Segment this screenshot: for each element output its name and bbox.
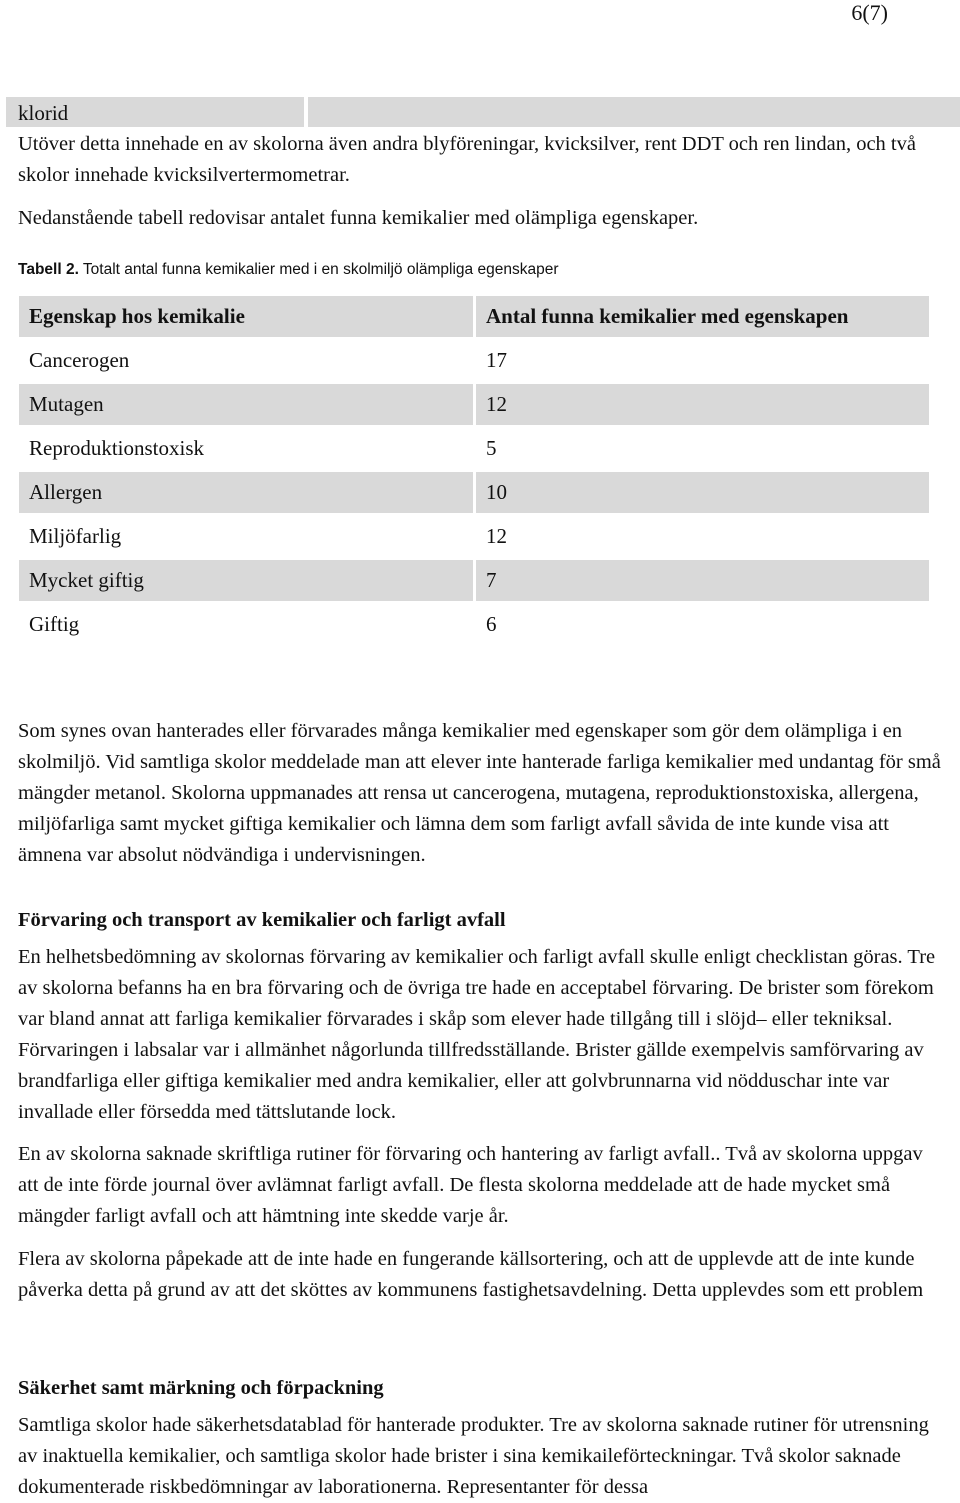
table-cell-property: Mycket giftig [19, 560, 473, 601]
table-row [19, 560, 929, 601]
table-caption [18, 257, 559, 283]
table-cell-count: 5 [486, 436, 497, 460]
table-header-property: Egenskap hos kemikalie [19, 296, 473, 337]
intro-paragraph-2: Nedanstående tabell redovisar antalet funna kemikalier med olämpliga egenskaper. [18, 207, 699, 229]
table-cell-count: 6 [486, 612, 497, 636]
table-header-row [19, 296, 929, 337]
forvaring-paragraph-3: Flera av skolorna påpekade att de inte hade en fungerande källsortering, och att de upplevde att de inte kunde påverka detta på grund av att det sköttes av kommunens fastighetsavdelning. Detta upplevdes som ett problem [18, 1248, 924, 1301]
table-row [19, 472, 929, 513]
table-cell-count: 10 [476, 472, 929, 513]
table-cell-count: 17 [486, 348, 507, 372]
table-cell-count: 12 [486, 524, 507, 548]
table-cell-count: 7 [476, 560, 929, 601]
chemical-properties-table [16, 293, 932, 648]
header-band-right [308, 97, 960, 127]
section-heading-sakerhet: Säkerhet samt märkning och förpackning [18, 1377, 384, 1399]
table-caption-label: Tabell 2. [18, 261, 79, 278]
table-cell-property: Reproduktionstoxisk [29, 436, 205, 460]
table-cell-property: Miljöfarlig [29, 524, 122, 548]
section-heading-forvaring: Förvaring och transport av kemikalier och farligt avfall [18, 909, 506, 931]
table-row [19, 604, 929, 645]
table-row [19, 340, 929, 381]
table-row [19, 428, 929, 469]
sakerhet-paragraph-1: Samtliga skolor hade säkerhetsdatablad för hanterade produkter. Tre av skolorna saknade rutiner för utrensning av inaktuella kemikalier, och samtliga skolor hade brister i sina kemikaileförteckningar. Två skolor saknade dokumenterade riskbedömningar av laborationerna. Representanter för dessa [18, 1414, 929, 1498]
summary-paragraph: Som synes ovan hanterades eller förvarades många kemikalier med egenskaper som gör dem olämpliga i en skolmiljö. Vid samtliga skolor meddelade man att elever inte hanterade farliga kemikalier med undantag för små mängder metanol. Skolorna uppmanades att rensa ut cancerogena, mutagena, reproduktionstoxiska, allergena, miljöfarliga samt mycket giftiga kemikalier och lämna dem som farligt avfall såvida de inte kunde visa att ämnena var absolut nödvändiga i undervisningen. [18, 720, 941, 866]
table-row [19, 384, 929, 425]
intro-paragraph-1: Utöver detta innehade en av skolorna även andra blyföreningar, kvicksilver, rent DDT och ren lindan, och två skolor innehade kvicksilvertermometrar. [18, 133, 916, 186]
table-row [19, 516, 929, 557]
table-cell-property: Mutagen [19, 384, 473, 425]
forvaring-paragraph-1: En helhetsbedömning av skolornas förvaring av kemikalier och farligt avfall skulle enligt checklistan göras. Tre av skolorna befanns ha en bra förvaring och de övriga tre hade en acceptabel förvaring. De brister som förekom var bland annat att farliga kemikalier förvarades i skåp som elever hade tillgång till i slöjd– eller tekniksal. Förvaringen i labsalar var i allmänhet någorlunda tillfredsställande. Brister gällde exempelvis samförvaring av brandfarliga eller giftiga kemikalier med andra kemikalier, eller att golvbrunnarna vid nödduschar inte var invallade eller försedda med tättslutande lock. [18, 946, 936, 1123]
forvaring-paragraph-2: En av skolorna saknade skriftliga rutiner för förvaring och hantering av farligt avfall.. Två av skolorna uppgav att de inte förde journal över avlämnat farligt avfall. De flesta skolorna meddelade att de hade mycket små mängder farligt avfall och att hämtning inte skedde varje år. [18, 1143, 923, 1227]
continued-fragment: klorid [18, 101, 69, 125]
table-caption-text: Totalt antal funna kemikalier med i en skolmiljö olämpliga egenskaper [82, 261, 559, 278]
page-number: 6(7) [851, 0, 888, 25]
table-cell-property: Giftig [29, 612, 80, 636]
table-cell-property: Allergen [19, 472, 473, 513]
table-cell-count: 12 [476, 384, 929, 425]
table-cell-property: Cancerogen [29, 348, 130, 372]
table-header-count: Antal funna kemikalier med egenskapen [476, 296, 929, 337]
